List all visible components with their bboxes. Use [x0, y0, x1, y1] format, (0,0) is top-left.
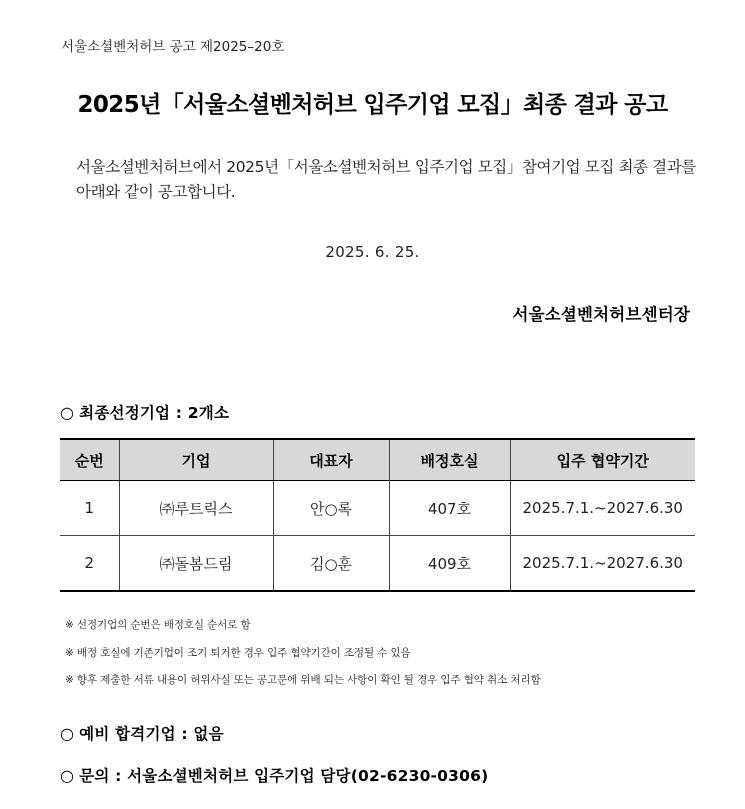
note-item: ※ 선정기업의 순번은 배정호실 순서로 함	[65, 619, 251, 631]
note-item: ※ 배정 호실에 기존기업이 조기 퇴거한 경우 입주 협약기간이 조정될 수 있음	[65, 647, 411, 659]
section-preliminary-label: 예비 합격기업 : 없음	[79, 725, 224, 743]
cell-company: ㈜루트릭스	[119, 481, 273, 536]
signer-name: 서울소셜벤처허브센터장	[512, 305, 690, 324]
announcement-date: 2025. 6. 25.	[325, 243, 420, 261]
cell-period: 2025.7.1.~2027.6.30	[510, 536, 695, 592]
section-inquiry	[60, 764, 488, 786]
table-header-row	[60, 439, 695, 481]
notice-number: 서울소셜벤처허브 공고 제2025–20호	[61, 39, 285, 55]
table-row	[60, 536, 695, 592]
header-seq: 순번	[60, 439, 119, 481]
cell-seq: 2	[60, 536, 119, 592]
cell-period: 2025.7.1.~2027.6.30	[510, 481, 695, 536]
cell-company: ㈜돌봄드림	[119, 536, 273, 592]
selected-companies-table	[60, 438, 695, 592]
cell-representative: 안○록	[273, 481, 389, 536]
page-title: 2025년「서울소셜벤처허브 입주기업 모집」최종 결과 공고	[77, 92, 668, 118]
cell-room: 407호	[389, 481, 510, 536]
header-company: 기업	[119, 439, 273, 481]
cell-seq: 1	[60, 481, 119, 536]
cell-room: 409호	[389, 536, 510, 592]
section-inquiry-label: 문의 : 서울소셜벤처허브 입주기업 담당(02-6230-0306)	[79, 767, 489, 785]
circle-bullet-icon: ○	[60, 766, 75, 785]
section-final-selected	[60, 401, 229, 423]
circle-bullet-icon: ○	[60, 403, 75, 422]
header-period: 입주 협약기간	[510, 439, 695, 481]
cell-representative: 김○훈	[273, 536, 389, 592]
note-item: ※ 향후 제출한 서류 내용이 허위사실 또는 공고문에 위배 되는 사항이 확인 될 경우 입주 협약 취소 처리함	[65, 674, 541, 686]
header-representative: 대표자	[273, 439, 389, 481]
header-room: 배정호실	[389, 439, 510, 481]
table-row	[60, 481, 695, 536]
circle-bullet-icon: ○	[60, 724, 75, 743]
announcement-body: 서울소셜벤처허브에서 2025년「서울소셜벤처허브 입주기업 모집」참여기업 모집 최종 결과를 아래와 같이 공고합니다.	[76, 158, 696, 201]
section-preliminary	[60, 722, 224, 744]
section-final-selected-label: 최종선정기업 : 2개소	[79, 404, 230, 422]
